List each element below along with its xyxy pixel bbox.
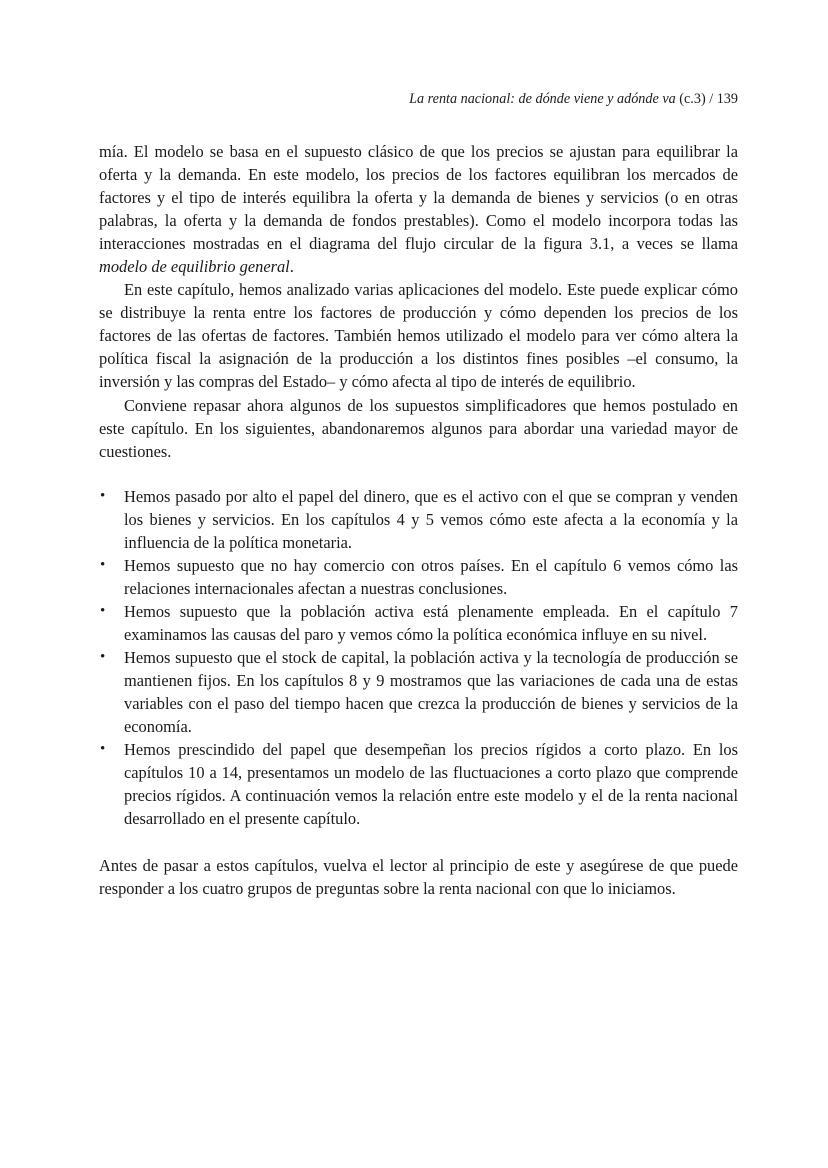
paragraph-1	[99, 140, 738, 278]
list-item	[99, 646, 738, 738]
running-head	[99, 89, 738, 109]
bullet-icon: •	[100, 556, 106, 573]
running-head-title: La renta nacional: de dónde viene y adónde va	[409, 91, 676, 107]
paragraph-3: Conviene repasar ahora algunos de los supuestos simplificadores que hemos postulado en este capítulo. En los siguientes, abandonaremos algunos para abordar una variedad mayor de cuestiones.	[99, 395, 738, 461]
paragraph-1-tail: .	[289, 257, 294, 277]
running-head-reference: (c.3) / 139	[675, 91, 738, 107]
spacer-before-list	[99, 463, 738, 485]
bullet-icon: •	[100, 741, 106, 758]
list-item	[99, 554, 738, 600]
list-item	[99, 738, 738, 830]
list-item	[99, 485, 738, 554]
list-item-text: Hemos prescindido del papel que desempeñan los precios rígidos a corto plazo. En los capítulos 10 a 14, presentamos un modelo de las fluctuaciones a corto plazo que comprende precios rígidos. A continuación vemos la relación entre este modelo y el de la renta nacional desarrollado en el presente capítulo.	[124, 740, 738, 829]
bullet-icon: •	[100, 602, 106, 619]
paragraph-2: En este capítulo, hemos analizado varias aplicaciones del modelo. Este puede explicar cómo se distribuye la renta entre los factores de producción y cómo dependen los precios de los factores de las ofertas de factores. También hemos utilizado el modelo para ver cómo altera la política fiscal la asignación de la producción a los distintos fines posibles –el consumo, la inversión y las compras del Estado– y cómo afecta al tipo de interés de equilibrio.	[99, 280, 738, 392]
bullet-icon: •	[100, 487, 106, 504]
text-column	[99, 140, 738, 900]
list-item	[99, 600, 738, 646]
list-item-text: Hemos supuesto que el stock de capital, la población activa y la tecnología de producción se mantienen fijos. En los capítulos 8 y 9 mostramos que las variaciones de cada una de estas variables con el paso del tiempo hacen que crezca la producción de bienes y servicios de la economía.	[124, 647, 738, 737]
closing-paragraph: Antes de pasar a estos capítulos, vuelva el lector al principio de este y asegúrese de que puede responder a los cuatro grupos de preguntas sobre la renta nacional con que lo iniciamos.	[99, 856, 738, 899]
spacer-after-list	[99, 830, 738, 854]
bullet-icon: •	[100, 648, 106, 665]
list-item-text: Hemos pasado por alto el papel del dinero, que es el activo con el que se compran y venden los bienes y servicios. En los capítulos 4 y 5 vemos cómo este afecta a la economía y la influencia de la política monetaria.	[124, 486, 738, 552]
list-item-text: Hemos supuesto que no hay comercio con otros países. En el capítulo 6 vemos cómo las relaciones internacionales afectan a nuestras conclusiones.	[124, 555, 738, 598]
paragraph-1-lead: mía. El modelo se basa en el supuesto clásico de que los precios se ajustan para equilibrar la oferta y la demanda. En este modelo, los precios de los factores equilibran los mercados de factores y el tipo de interés equilibra la oferta y la demanda de bienes y servicios (o en otras palabras, la oferta y la demanda de fondos prestables). Como el modelo incorpora todas las interacciones mostradas en el diagrama del flujo circular de la figura 3.1, a veces se llama	[99, 142, 738, 254]
paragraph-1-italic-term: modelo de equilibrio general	[99, 257, 290, 277]
list-item-text: Hemos supuesto que la población activa está plenamente empleada. En el capítulo 7 examinamos las causas del paro y vemos cómo la política económica influye en su nivel.	[124, 601, 738, 644]
assumptions-list	[99, 485, 738, 831]
